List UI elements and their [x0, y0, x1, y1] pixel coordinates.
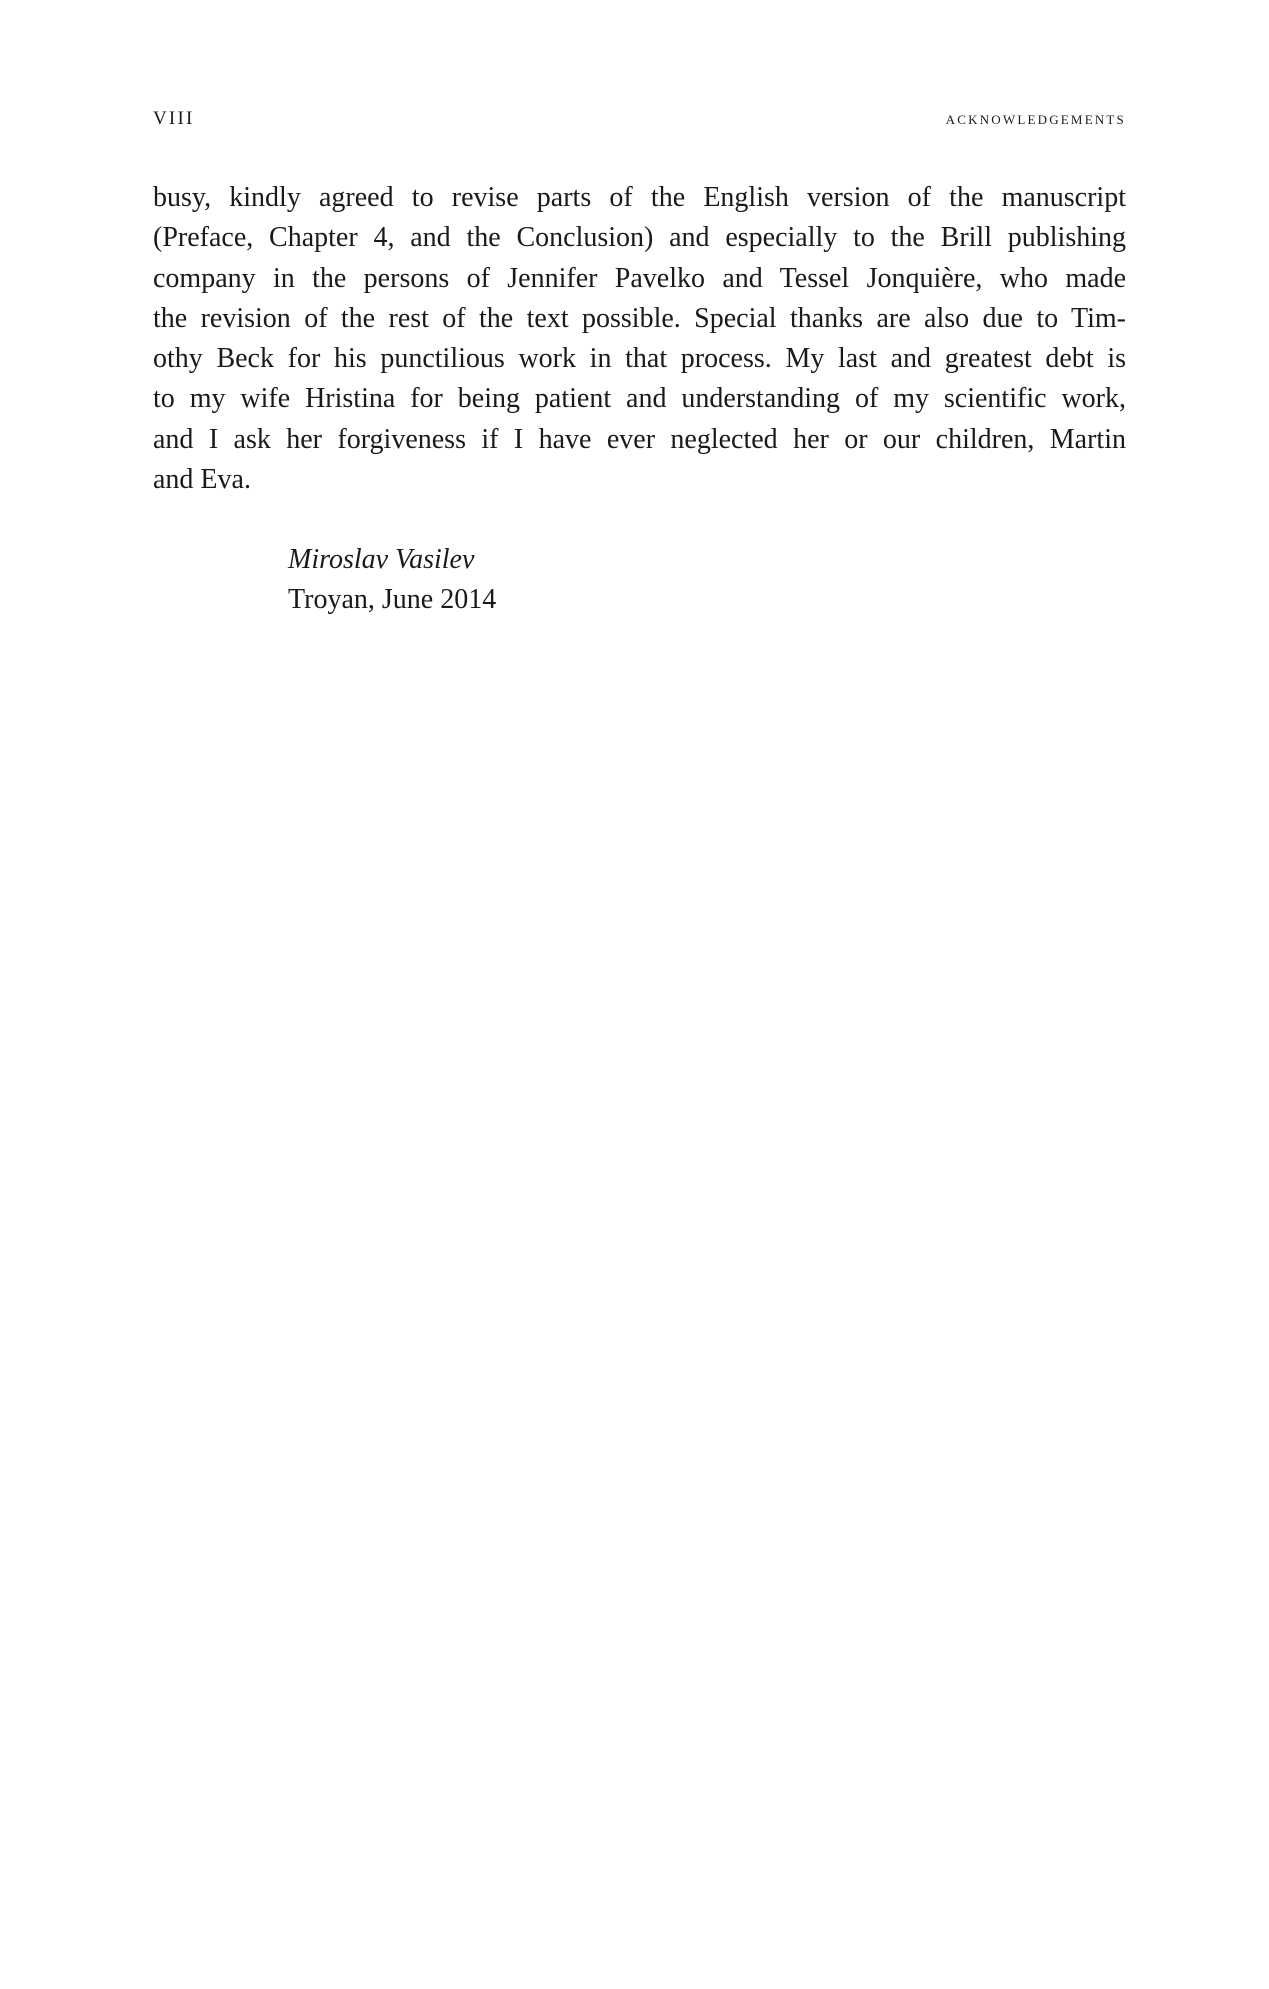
paragraph-line: othy Beck for his punctilious work in that process. My last and greatest debt is [153, 343, 1126, 375]
paragraph-line: company in the persons of Jennifer Pavelko and Tessel Jonquière, who made [153, 262, 1126, 294]
paragraph-line: (Preface, Chapter 4, and the Conclusion) and especially to the Brill publishing [153, 222, 1126, 254]
paragraph-line: the revision of the rest of the text possible. Special thanks are also due to Tim- [153, 302, 1126, 334]
paragraph-line: and I ask her forgiveness if I have ever neglected her or our children, Martin [153, 423, 1126, 455]
paragraph-line: busy, kindly agreed to revise parts of the English version of the manuscript [153, 182, 1126, 213]
paragraph-line: and Eva. [153, 464, 251, 496]
signature-block [288, 540, 496, 621]
running-head [153, 108, 1126, 136]
place-and-date: Troyan, June 2014 [288, 584, 497, 616]
acknowledgements-paragraph [153, 178, 1126, 500]
running-title: acknowledgements [945, 108, 1126, 129]
author-name: Miroslav Vasilev [288, 544, 475, 575]
paragraph-line: to my wife Hristina for being patient and understanding of my scientific work, [153, 383, 1126, 415]
page-number: VIII [153, 108, 195, 129]
